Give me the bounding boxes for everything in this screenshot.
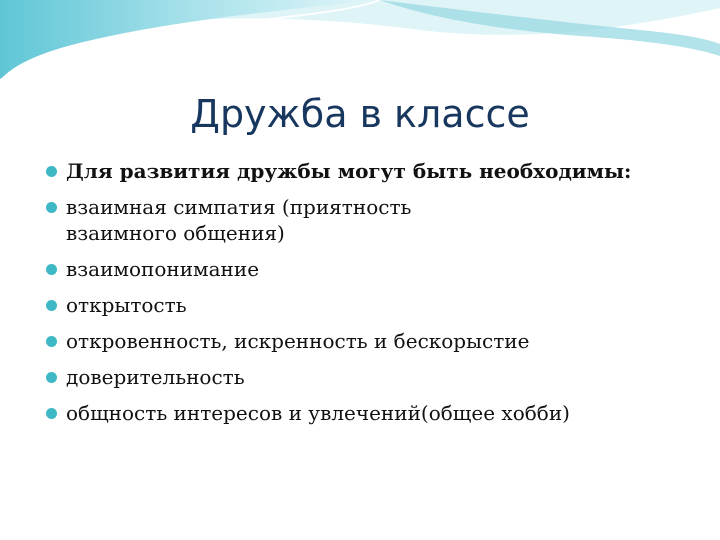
bullet-item bbox=[46, 292, 706, 318]
bullet-list bbox=[46, 158, 706, 436]
bullet-item bbox=[46, 158, 706, 184]
bullet-item bbox=[46, 328, 706, 354]
top-wave-decoration bbox=[0, 0, 720, 90]
bullet-dot-icon bbox=[46, 264, 57, 275]
bullet-text: Для развития дружбы могут быть необходимы: bbox=[66, 159, 632, 183]
slide-title-text: Дружба в классе bbox=[190, 92, 530, 136]
slide-title bbox=[0, 92, 720, 136]
bullet-dot-icon bbox=[46, 336, 57, 347]
bullet-item bbox=[46, 256, 706, 282]
bullet-item bbox=[46, 364, 706, 390]
bullet-text: взаимопонимание bbox=[66, 257, 260, 281]
bullet-item bbox=[46, 400, 706, 426]
bullet-text: общность интересов и увлечений(общее хобби) bbox=[66, 401, 570, 425]
bullet-dot-icon bbox=[46, 300, 57, 311]
bullet-text: доверительность bbox=[66, 365, 245, 389]
bullet-dot-icon bbox=[46, 372, 57, 383]
bullet-text: откровенность, искренность и бескорыстие bbox=[66, 329, 530, 353]
bullet-dot-icon bbox=[46, 408, 57, 419]
bullet-item bbox=[46, 194, 466, 246]
bullet-text: взаимная симпатия (приятность взаимного общения) bbox=[66, 195, 412, 245]
bullet-dot-icon bbox=[46, 202, 57, 213]
bullet-text: открытость bbox=[66, 293, 187, 317]
bullet-dot-icon bbox=[46, 166, 57, 177]
